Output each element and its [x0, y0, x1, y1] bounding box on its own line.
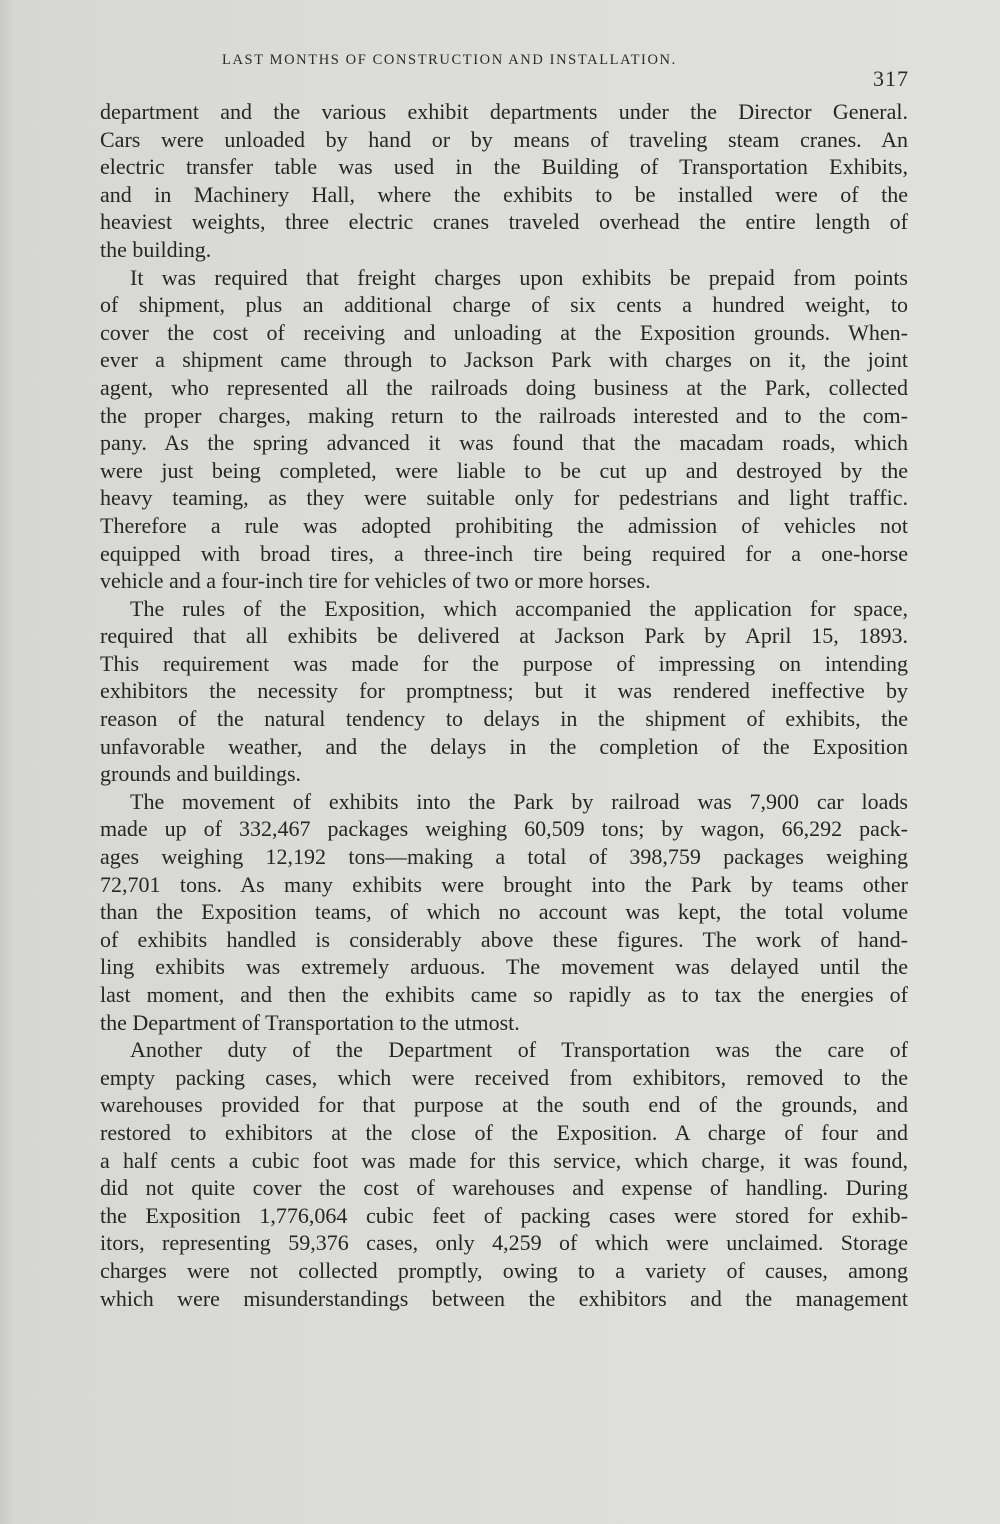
- page-number: 317: [873, 66, 909, 91]
- text-line: of shipment, plus an additional charge of six cents a hundred weight, to: [100, 292, 908, 318]
- text-line: The rules of the Exposition, which accompanied the application for space,: [130, 595, 908, 621]
- text-line: heavy teaming, as they were suitable only for pedestrians and light traffic.: [100, 485, 908, 511]
- text-line: itors, representing 59,376 cases, only 4,259 of which were unclaimed. Storage: [100, 1230, 908, 1256]
- text-line: pany. As the spring advanced it was found that the macadam roads, which: [100, 430, 908, 456]
- text-line: ever a shipment came through to Jackson Park with charges on it, the joint: [100, 347, 908, 373]
- text-line: The movement of exhibits into the Park by railroad was 7,900 car loads: [130, 788, 908, 814]
- text-line: of exhibits handled is considerably above these figures. The work of hand-: [100, 926, 908, 952]
- text-line: made up of 332,467 packages weighing 60,509 tons; by wagon, 66,292 pack-: [100, 816, 908, 842]
- text-line: This requirement was made for the purpose of impressing on intending: [100, 650, 908, 676]
- paragraph: [100, 595, 908, 788]
- body-text: [100, 98, 908, 1312]
- text-line: the building.: [100, 236, 212, 262]
- text-line: the proper charges, making return to the railroads interested and to the com-: [100, 402, 908, 428]
- page-gutter-shadow: [0, 0, 14, 1524]
- text-line: restored to exhibitors at the close of the Exposition. A charge of four and: [100, 1119, 908, 1145]
- text-line: exhibitors the necessity for promptness; but it was rendered ineffective by: [100, 678, 908, 704]
- text-line: charges were not collected promptly, owing to a variety of causes, among: [100, 1257, 908, 1283]
- text-line: were just being completed, were liable to be cut up and destroyed by the: [100, 457, 908, 483]
- text-line: reason of the natural tendency to delays in the shipment of exhibits, the: [100, 706, 908, 732]
- text-line: warehouses provided for that purpose at the south end of the grounds, and: [100, 1092, 908, 1118]
- text-line: vehicle and a four-inch tire for vehicles of two or more horses.: [100, 568, 651, 594]
- text-line: required that all exhibits be delivered at Jackson Park by April 15, 1893.: [100, 623, 908, 649]
- text-line: and in Machinery Hall, where the exhibits to be installed were of the: [100, 181, 908, 207]
- text-line: Another duty of the Department of Transportation was the care of: [130, 1037, 908, 1063]
- text-line: Cars were unloaded by hand or by means of traveling steam cranes. An: [100, 126, 908, 152]
- text-line: department and the various exhibit departments under the Director General.: [100, 99, 908, 124]
- text-line: equipped with broad tires, a three-inch tire being required for a one-horse: [100, 540, 908, 566]
- text-line: last moment, and then the exhibits came so rapidly as to tax the energies of: [100, 982, 908, 1007]
- text-line: ages weighing 12,192 tons—making a total of 398,759 packages weighing: [100, 844, 908, 870]
- text-line: a half cents a cubic foot was made for this service, which charge, it was found,: [100, 1147, 908, 1173]
- text-line: which were misunderstandings between the exhibitors and the management: [100, 1285, 908, 1311]
- paragraph: [100, 788, 908, 1036]
- text-line: ling exhibits was extremely arduous. The movement was delayed until the: [100, 954, 908, 980]
- text-line: empty packing cases, which were received from exhibitors, removed to the: [100, 1064, 908, 1090]
- text-line: the Exposition 1,776,064 cubic feet of packing cases were stored for exhib-: [100, 1202, 908, 1228]
- text-line: heaviest weights, three electric cranes traveled overhead the entire length of: [100, 209, 908, 235]
- text-line: than the Exposition teams, of which no account was kept, the total volume: [100, 899, 908, 925]
- text-line: unfavorable weather, and the delays in the completion of the Exposition: [100, 733, 908, 759]
- text-line: did not quite cover the cost of warehouses and expense of handling. During: [100, 1175, 908, 1201]
- text-line: agent, who represented all the railroads doing business at the Park, collected: [100, 374, 908, 400]
- text-line: the Department of Transportation to the utmost.: [100, 1009, 520, 1035]
- text-line: cover the cost of receiving and unloading at the Exposition grounds. When-: [100, 319, 908, 345]
- paragraph: [100, 264, 908, 595]
- running-head: LAST MONTHS OF CONSTRUCTION AND INSTALLATION.: [222, 52, 677, 68]
- paragraph: [100, 1036, 908, 1312]
- paragraph: [100, 98, 908, 264]
- text-line: 72,701 tons. As many exhibits were brought into the Park by teams other: [100, 871, 908, 897]
- text-line: grounds and buildings.: [100, 761, 302, 787]
- text-line: It was required that freight charges upon exhibits be prepaid from points: [130, 264, 908, 290]
- text-line: Therefore a rule was adopted prohibiting the admission of vehicles not: [100, 512, 908, 538]
- text-line: electric transfer table was used in the Building of Transportation Exhibits,: [100, 154, 908, 180]
